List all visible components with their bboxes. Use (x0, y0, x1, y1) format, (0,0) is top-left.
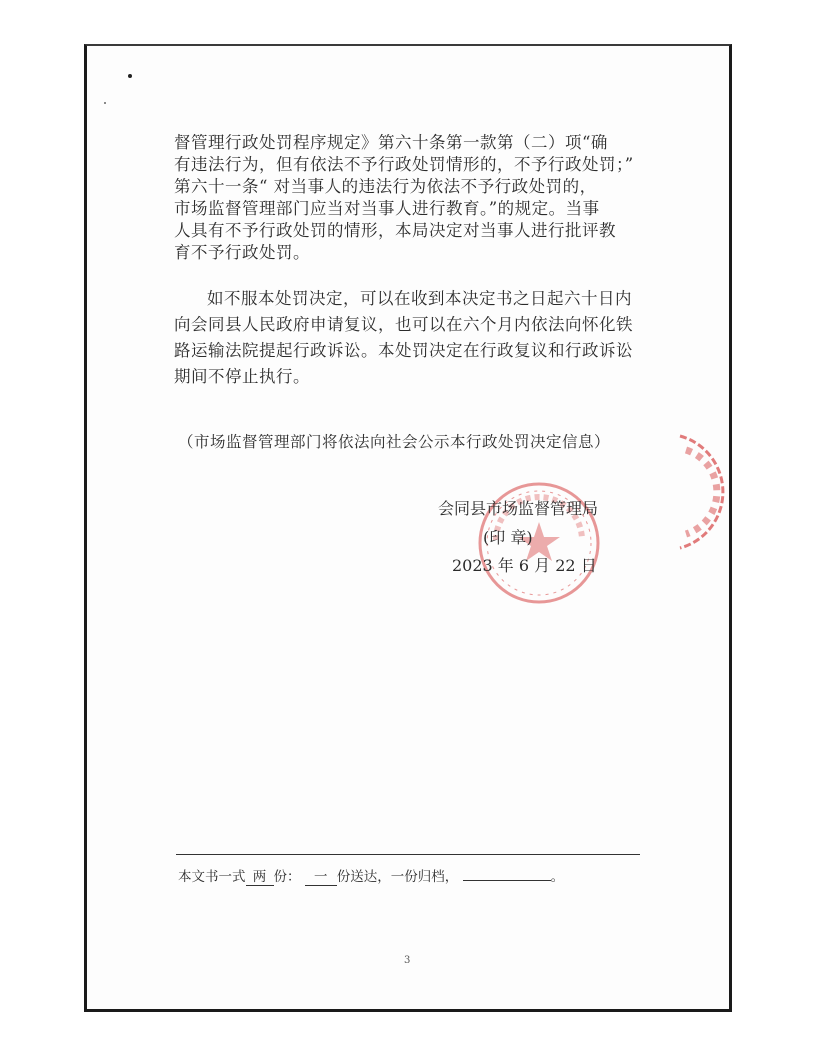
scan-speck (128, 74, 132, 78)
legal-basis-paragraph (174, 132, 644, 264)
footer-delivered-text: 份送达，一份归档， (336, 869, 459, 885)
text-line: 向会同县人民政府申请复议，也可以在六个月内依法向怀化铁 (174, 315, 633, 334)
other-copy-blank (463, 880, 551, 881)
text-line: 路运输法院提起行政诉讼。本处罚决定在行政复议和行政诉讼 (174, 341, 633, 360)
text-line: 人具有不予行政处罚的情形，本局决定对当事人进行批评教 (174, 221, 616, 240)
text-line: 督管理行政处罚程序规定》第六十条第一款第（二）项“确 (174, 133, 608, 152)
appeal-rights-paragraph (174, 286, 644, 390)
text-line: 有违法行为，但有依法不予行政处罚情形的，不予行政处罚；” (174, 155, 634, 174)
delivered-count: 一 (305, 870, 337, 886)
copies-count: 两 (246, 870, 274, 886)
scan-speck (104, 102, 106, 104)
text-line: 如不服本处罚决定，可以在收到本决定书之日起六十日内 (207, 289, 632, 308)
partial-seal-stamp (672, 432, 732, 552)
public-notice: （市场监督管理部门将依法向社会公示本行政处罚决定信息） (178, 433, 611, 451)
text-line: 育不予行政处罚。 (174, 243, 310, 262)
footer-prefix: 本文书一式 (178, 869, 246, 885)
text-line: 市场监督管理部门应当对当事人进行教育。”的规定。当事 (174, 199, 600, 218)
issuing-organization: 会同县市场监督管理局 (438, 499, 599, 518)
issue-date: 2023 年 6 月 22 日 (452, 556, 597, 575)
seal-label: (印 章) (483, 528, 533, 547)
footer-divider (176, 854, 640, 855)
copy-distribution-note (178, 865, 564, 886)
page-number: 3 (404, 955, 411, 966)
text-line: 第六十一条“ 对当事人的违法行为依法不予行政处罚的， (174, 177, 597, 196)
footer-unit: 份： (273, 869, 301, 885)
text-line: 期间不停止执行。 (174, 367, 310, 386)
footer-end: 。 (550, 869, 565, 885)
